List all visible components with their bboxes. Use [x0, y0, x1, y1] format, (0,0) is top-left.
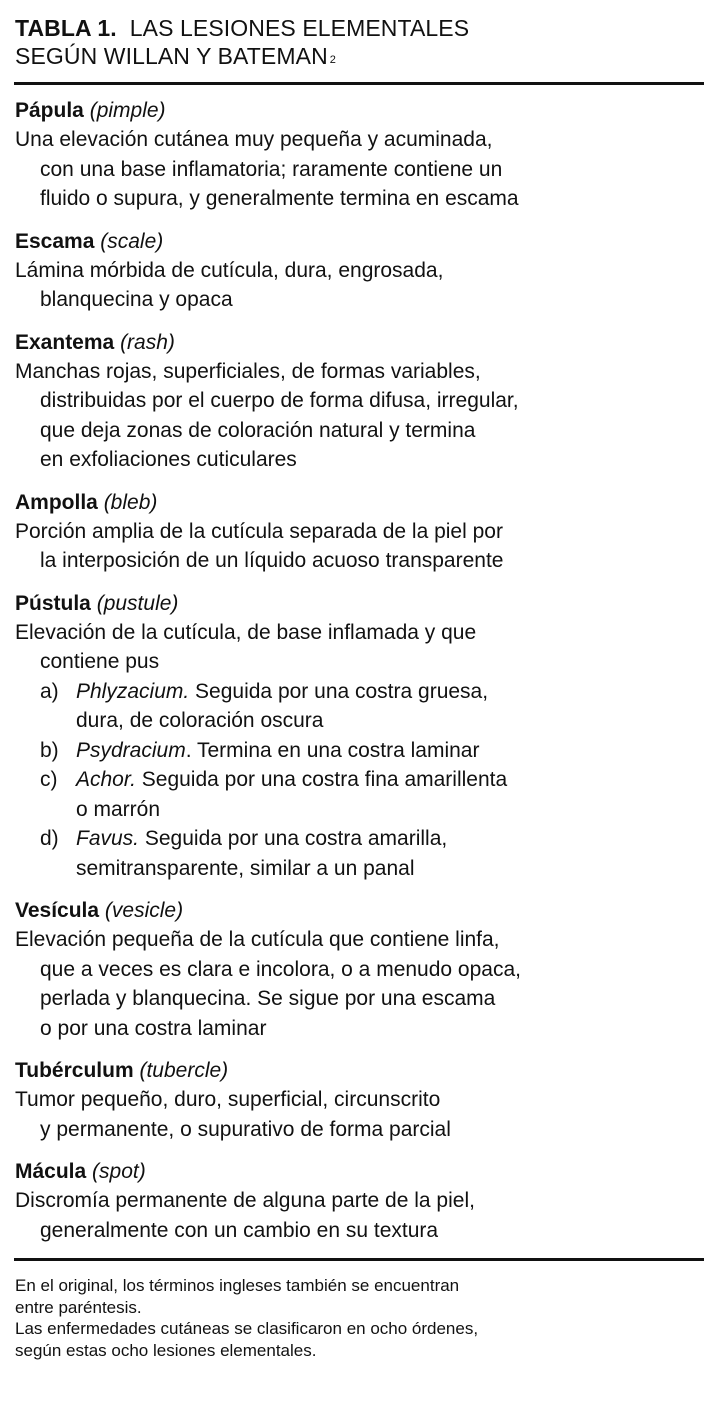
subtype-text: Seguida por una costra amarilla, [144, 827, 448, 850]
lesion-list [15, 96, 704, 1245]
definition-line: en exfoliaciones cuticulares [40, 448, 297, 471]
lesion-entry-macula [15, 1157, 704, 1245]
lesion-name: Escama [15, 229, 95, 253]
lesion-definition [15, 925, 704, 1043]
definition-line: blanquecina y opaca [40, 288, 233, 311]
subtype-text: . Termina en una costra laminar [185, 738, 480, 762]
lesion-english: (tubercle) [139, 1059, 229, 1082]
definition-line: Elevación de la cutícula, de base inflamada y que [15, 620, 477, 644]
lesion-english: (spot) [92, 1160, 146, 1183]
definition-line: Una elevación cutánea muy pequeña y acuminada, [15, 128, 493, 151]
lesion-name: Exantema [15, 330, 115, 354]
subtype-line [76, 765, 704, 795]
definition-line: y permanente, o supurativo de forma parcial [40, 1117, 451, 1141]
lesion-term [15, 1157, 704, 1186]
footnote-line: según estas ocho lesiones elementales. [15, 1340, 317, 1360]
subtype-marker: a) [40, 679, 59, 703]
footnote-line: En el original, los términos ingleses también se encuentran [15, 1276, 460, 1295]
subtype-item [40, 824, 704, 883]
subtype-marker: c) [40, 768, 58, 791]
definition-line: Lámina mórbida de cutícula, dura, engrosada, [15, 258, 444, 282]
lesion-term [15, 328, 704, 357]
subtype-name: Phlyzacium. [76, 679, 190, 703]
lesion-entry-escama [15, 227, 704, 315]
subtype-name: Achor. [76, 768, 136, 791]
definition-line: fluido o supura, y generalmente termina en escama [40, 187, 519, 210]
lesion-name: Pápula [15, 99, 84, 122]
footnote-line: entre paréntesis. [15, 1297, 142, 1317]
subtype-text: Seguida por una costra fina amarillenta [141, 768, 508, 791]
lesion-english: (bleb) [103, 490, 158, 514]
definition-line: que a veces es clara e incolora, o a menudo opaca, [40, 957, 521, 981]
reference-superscript: 2 [329, 54, 336, 66]
lesion-name: Tubérculum [15, 1059, 134, 1082]
lesion-english: (pimple) [89, 99, 166, 122]
subtype-name: Psydracium [76, 738, 186, 762]
definition-line: distribuidas por el cuerpo de forma difusa, irregular, [40, 389, 519, 412]
subtype-name: Favus. [76, 827, 140, 850]
definition-line: que deja zonas de coloración natural y termina [40, 418, 476, 442]
definition-line: con una base inflamatoria; raramente contiene un [40, 157, 503, 181]
lesion-english: (scale) [100, 229, 164, 253]
lesion-definition [15, 1186, 704, 1245]
definition-line: generalmente con un cambio en su textura [40, 1218, 439, 1242]
lesion-entry-ampolla [15, 488, 704, 576]
lesion-term [15, 227, 704, 256]
lesion-entry-exantema [15, 328, 704, 475]
table-number: TABLA 1. [15, 15, 117, 41]
lesion-term [15, 896, 704, 925]
title-text-1: LAS LESIONES ELEMENTALES [129, 15, 470, 41]
lesion-entry-tuberculum [15, 1056, 704, 1144]
title-text-2: SEGÚN WILLAN Y BATEMAN [15, 43, 328, 69]
lesion-definition [15, 1085, 704, 1144]
subtype-line: semitransparente, similar a un panal [76, 856, 415, 880]
definition-line: Discromía permanente de alguna parte de la piel, [15, 1189, 475, 1212]
lesion-definition [15, 357, 704, 475]
lesion-english: (pustule) [96, 591, 179, 615]
lesion-term [15, 589, 704, 618]
subtype-text: Seguida por una costra gruesa, [195, 679, 489, 703]
pustule-subtypes [40, 677, 704, 884]
definition-line: la interposición de un líquido acuoso transparente [40, 549, 504, 572]
lesion-definition [15, 517, 704, 576]
subtype-item [40, 736, 704, 766]
bottom-rule [14, 1258, 704, 1261]
lesion-definition [15, 256, 704, 315]
lesion-name: Mácula [15, 1160, 87, 1183]
subtype-item [40, 677, 704, 736]
table-title [15, 14, 704, 70]
definition-line: Manchas rojas, superficiales, de formas variables, [15, 359, 481, 383]
subtype-marker: d) [40, 827, 59, 850]
definition-line: o por una costra laminar [40, 1016, 267, 1040]
lesion-entry-vesicula [15, 896, 704, 1043]
definition-line: perlada y blanquecina. Se sigue por una escama [40, 987, 496, 1010]
subtype-line [76, 677, 704, 707]
lesion-name: Pústula [15, 591, 91, 615]
lesion-term [15, 488, 704, 517]
subtype-marker: b) [40, 738, 59, 762]
lesion-name: Vesícula [15, 899, 100, 922]
footnote-line: Las enfermedades cutáneas se clasificaron en ocho órdenes, [15, 1319, 479, 1338]
table-footnote [15, 1275, 704, 1361]
subtype-item [40, 765, 704, 824]
lesion-entry-papula [15, 96, 704, 214]
subtype-line [76, 736, 704, 766]
subtype-line [76, 824, 704, 854]
lesion-definition [15, 125, 704, 214]
top-rule [14, 82, 704, 85]
lesion-english: (vesicle) [104, 899, 184, 922]
lesion-entry-pustula [15, 589, 704, 884]
subtype-line: dura, de coloración oscura [76, 709, 324, 732]
lesion-english: (rash) [120, 330, 175, 354]
title-line-1 [15, 14, 704, 42]
lesion-term [15, 1056, 704, 1085]
definition-line: contiene pus [40, 650, 160, 673]
title-line-2 [15, 42, 704, 70]
definition-line: Tumor pequeño, duro, superficial, circunscrito [15, 1088, 441, 1111]
definition-line: Elevación pequeña de la cutícula que contiene linfa, [15, 928, 500, 951]
lesion-definition [15, 618, 704, 677]
lesion-term [15, 96, 704, 125]
subtype-line: o marrón [76, 797, 161, 821]
definition-line: Porción amplia de la cutícula separada de la piel por [15, 519, 503, 543]
lesion-name: Ampolla [15, 490, 98, 514]
